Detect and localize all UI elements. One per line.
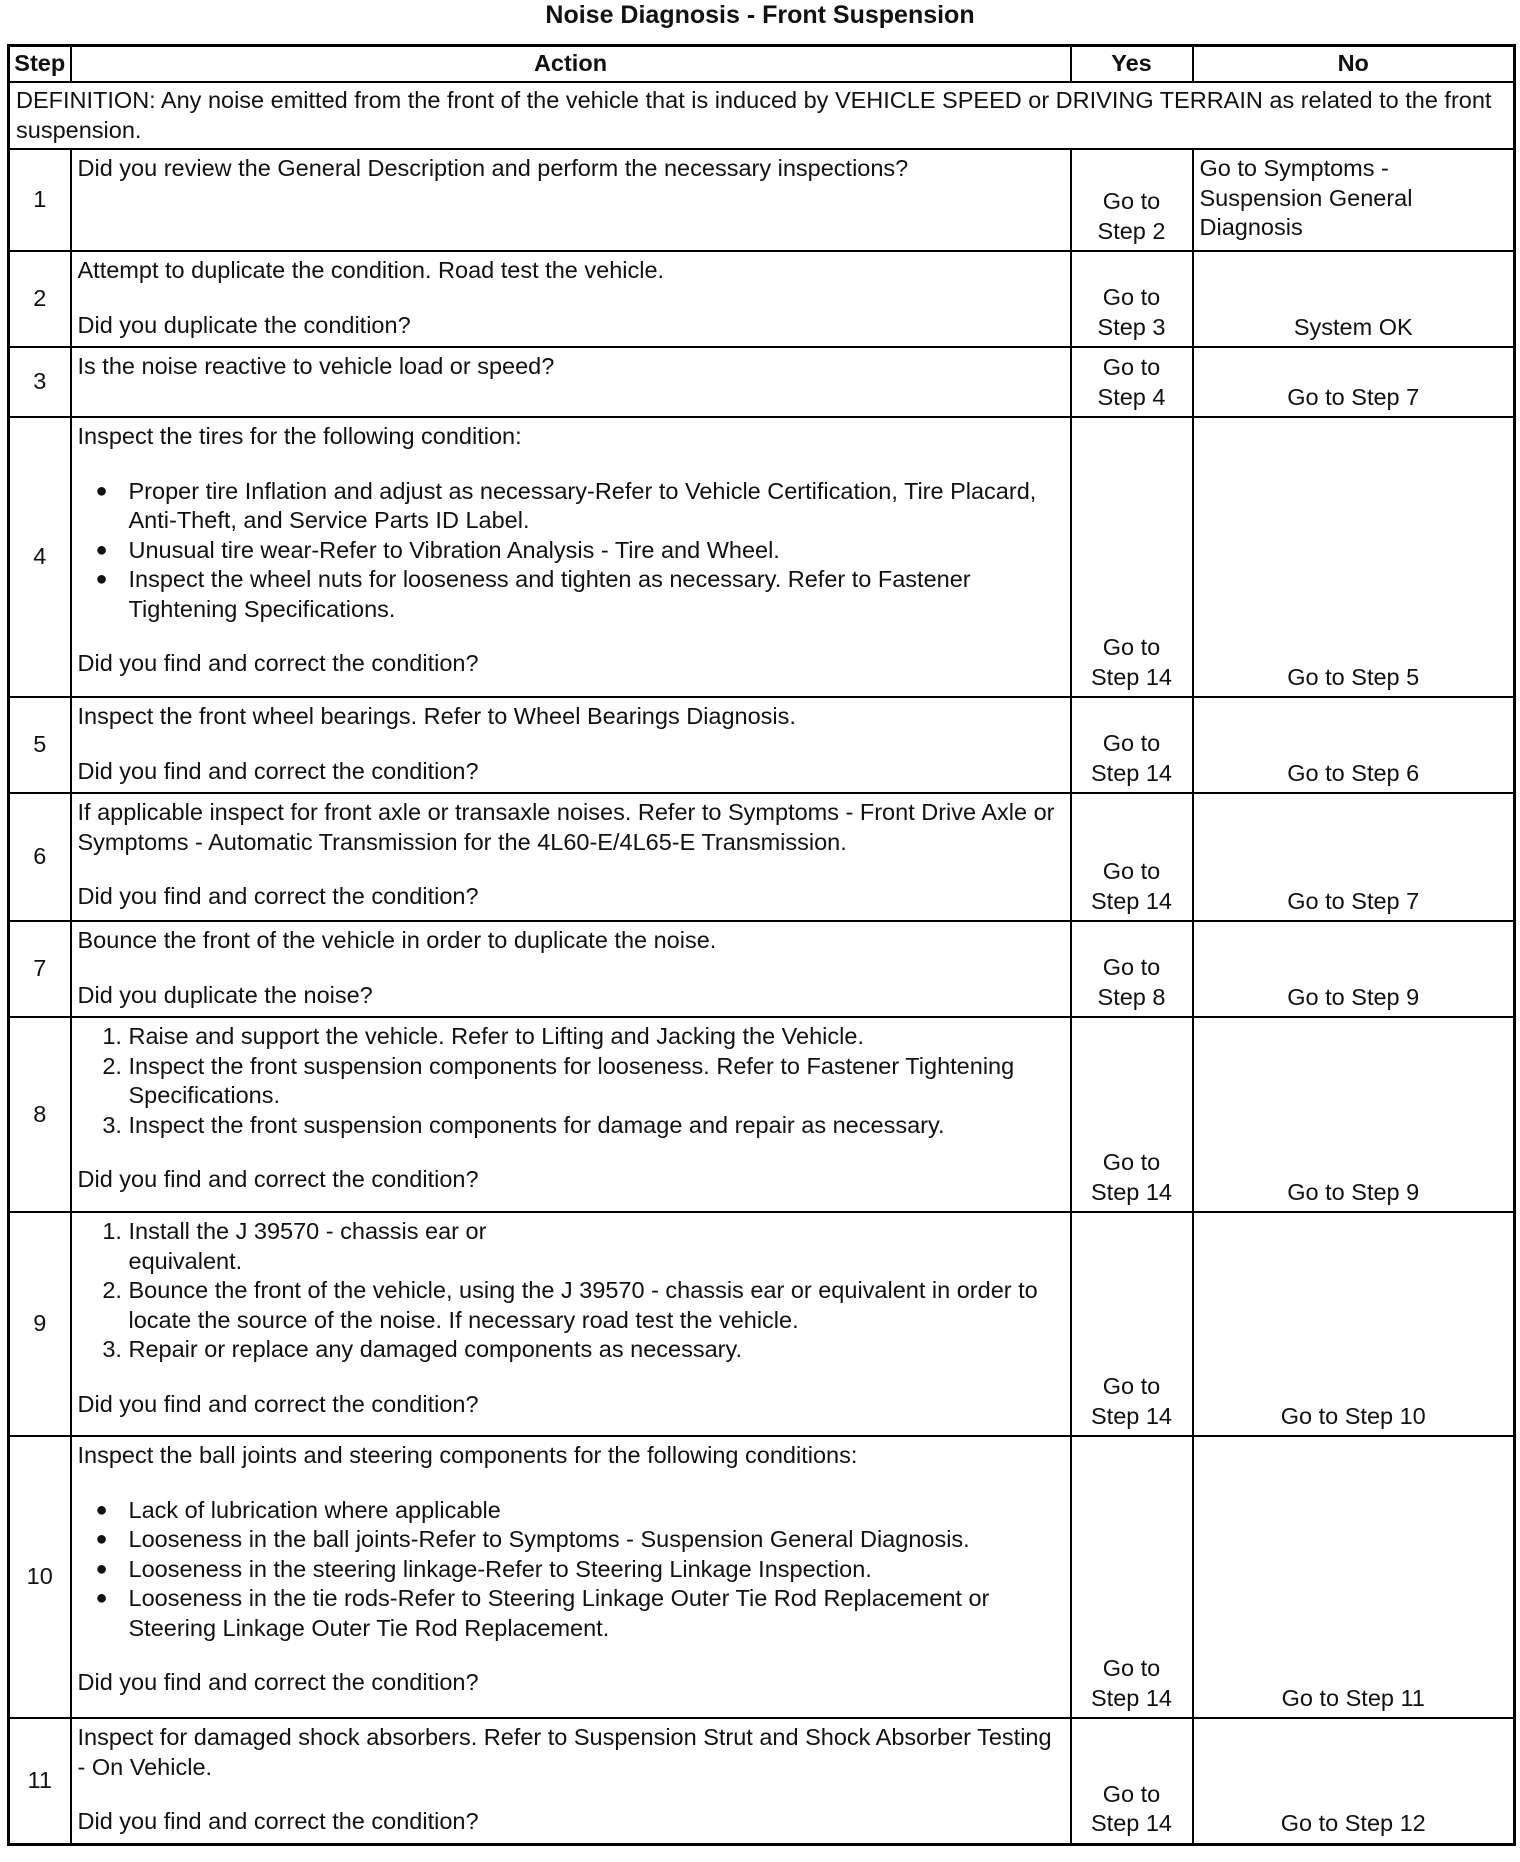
- no-cell: Go to Step 9: [1193, 921, 1515, 1017]
- header-step: Step: [9, 46, 71, 83]
- table-row: [9, 793, 1515, 921]
- list-item: ● Looseness in the steering linkage-Refer to Steering Linkage Inspection.: [129, 1555, 1064, 1585]
- step-number: 9: [9, 1212, 71, 1436]
- list-item: ● Proper tire Inflation and adjust as necessary-Refer to Vehicle Certification, Tire Placard, Anti-Theft, and Service Parts ID Label.: [129, 477, 1064, 536]
- step-number: 6: [9, 793, 71, 921]
- action-cell: [71, 793, 1071, 921]
- list-item: ● Unusual tire wear-Refer to Vibration Analysis - Tire and Wheel.: [129, 536, 1064, 566]
- step-number: 10: [9, 1436, 71, 1718]
- step-number: 2: [9, 251, 71, 347]
- question-text: Did you find and correct the condition?: [77, 1669, 479, 1695]
- table-row: [9, 1718, 1515, 1844]
- list-item: ● Looseness in the tie rods-Refer to Steering Linkage Outer Tie Rod Replacement or Steering Linkage Outer Tie Rod Replacement.: [129, 1584, 1064, 1643]
- question-text: Did you find and correct the condition?: [77, 1166, 479, 1192]
- action-cell: [71, 347, 1071, 417]
- yes-cell: Go to Step 14: [1071, 1436, 1193, 1718]
- action-text: Inspect the front wheel bearings. Refer to Wheel Bearings Diagnosis.: [77, 703, 796, 729]
- list-item: 3. Inspect the front suspension components for damage and repair as necessary.: [129, 1111, 1064, 1141]
- action-cell: [71, 251, 1071, 347]
- action-cell: [71, 149, 1071, 251]
- list-item: 1. Install the J 39570 - chassis ear or equivalent.: [129, 1217, 1064, 1276]
- no-cell: Go to Step 11: [1193, 1436, 1515, 1718]
- table-row: [9, 149, 1515, 251]
- action-text: Bounce the front of the vehicle in order to duplicate the noise.: [77, 927, 717, 953]
- action-text: If applicable inspect for front axle or transaxle noises. Refer to Symptoms - Front Drive Axle or Symptoms - Automatic Transmission for the 4L60-E/4L65-E Transmission.: [77, 799, 1055, 855]
- action-text: Inspect for damaged shock absorbers. Refer to Suspension Strut and Shock Absorber Testing - On Vehicle.: [77, 1724, 1052, 1780]
- step-number: 7: [9, 921, 71, 1017]
- table-row: [9, 697, 1515, 793]
- definition-text: DEFINITION: Any noise emitted from the front of the vehicle that is induced by VEHICLE SPEED or DRIVING TERRAIN as related to the front suspension.: [9, 82, 1515, 149]
- yes-cell: Go to Step 14: [1071, 1718, 1193, 1844]
- action-cell: [71, 1436, 1071, 1718]
- list-item: ● Inspect the wheel nuts for looseness and tighten as necessary. Refer to Fastener Tightening Specifications.: [129, 565, 1064, 624]
- table-row: [9, 417, 1515, 697]
- list-item: 2. Bounce the front of the vehicle, using the J 39570 - chassis ear or equivalent in order to locate the source of the noise. If necessary road test the vehicle.: [129, 1276, 1064, 1335]
- list-item: 3. Repair or replace any damaged components as necessary.: [129, 1335, 1064, 1365]
- question-text: Did you find and correct the condition?: [77, 1808, 479, 1834]
- no-cell: Go to Symptoms - Suspension General Diagnosis: [1193, 149, 1515, 251]
- bullet-list: [78, 477, 1064, 625]
- table-row: [9, 1212, 1515, 1436]
- no-cell: Go to Step 6: [1193, 697, 1515, 793]
- yes-cell: Go to Step 14: [1071, 1017, 1193, 1212]
- question-text: Did you duplicate the noise?: [77, 981, 373, 1008]
- no-cell: Go to Step 10: [1193, 1212, 1515, 1436]
- no-cell: Go to Step 5: [1193, 417, 1515, 697]
- no-cell: Go to Step 9: [1193, 1017, 1515, 1212]
- yes-cell: Go to Step 3: [1071, 251, 1193, 347]
- list-item: ● Lack of lubrication where applicable: [129, 1496, 1064, 1526]
- bullet-list: [78, 1496, 1064, 1644]
- question-text: Did you find and correct the condition?: [77, 883, 479, 909]
- no-cell: Go to Step 7: [1193, 347, 1515, 417]
- action-text: Attempt to duplicate the condition. Road test the vehicle.: [77, 257, 665, 283]
- yes-cell: Go to Step 14: [1071, 1212, 1193, 1436]
- question-text: Did you duplicate the condition?: [77, 311, 411, 338]
- list-item: ● Looseness in the ball joints-Refer to Symptoms - Suspension General Diagnosis.: [129, 1525, 1064, 1555]
- header-action: Action: [71, 46, 1071, 83]
- yes-cell: Go to Step 2: [1071, 149, 1193, 251]
- action-cell: [71, 921, 1071, 1017]
- action-text: Inspect the tires for the following condition:: [77, 423, 522, 449]
- action-cell: [71, 1017, 1071, 1212]
- action-text: Did you review the General Description and perform the necessary inspections?: [77, 155, 909, 181]
- no-cell: System OK: [1193, 251, 1515, 347]
- table-row: [9, 1436, 1515, 1718]
- yes-cell: Go to Step 14: [1071, 697, 1193, 793]
- step-number: 8: [9, 1017, 71, 1212]
- numbered-list: [78, 1022, 1064, 1140]
- table-row: [9, 251, 1515, 347]
- action-cell: [71, 1212, 1071, 1436]
- diagnosis-table: [7, 44, 1516, 1846]
- question-text: Did you find and correct the condition?: [77, 757, 479, 784]
- page-title: Noise Diagnosis - Front Suspension: [545, 1, 975, 29]
- action-cell: [71, 417, 1071, 697]
- action-cell: [71, 697, 1071, 793]
- header-row: [9, 46, 1515, 83]
- list-item: 1. Raise and support the vehicle. Refer to Lifting and Jacking the Vehicle.: [129, 1022, 1064, 1052]
- definition-row: [9, 82, 1515, 149]
- table-row: [9, 347, 1515, 417]
- header-yes: Yes: [1071, 46, 1193, 83]
- yes-cell: Go to Step 8: [1071, 921, 1193, 1017]
- question-text: Did you find and correct the condition?: [77, 1390, 479, 1417]
- action-text: Is the noise reactive to vehicle load or speed?: [77, 353, 555, 379]
- table-row: [9, 1017, 1515, 1212]
- list-item: 2. Inspect the front suspension components for looseness. Refer to Fastener Tightening Specifications.: [129, 1052, 1064, 1111]
- yes-cell: Go to Step 14: [1071, 417, 1193, 697]
- step-number: 11: [9, 1718, 71, 1844]
- no-cell: Go to Step 7: [1193, 793, 1515, 921]
- step-number: 5: [9, 697, 71, 793]
- yes-cell: Go to Step 14: [1071, 793, 1193, 921]
- numbered-list: [78, 1217, 1064, 1365]
- table-row: [9, 921, 1515, 1017]
- step-number: 4: [9, 417, 71, 697]
- header-no: No: [1193, 46, 1515, 83]
- yes-cell: Go to Step 4: [1071, 347, 1193, 417]
- no-cell: Go to Step 12: [1193, 1718, 1515, 1844]
- step-number: 1: [9, 149, 71, 251]
- action-text: Inspect the ball joints and steering components for the following conditions:: [77, 1442, 858, 1468]
- action-cell: [71, 1718, 1071, 1844]
- step-number: 3: [9, 347, 71, 417]
- question-text: Did you find and correct the condition?: [77, 650, 479, 676]
